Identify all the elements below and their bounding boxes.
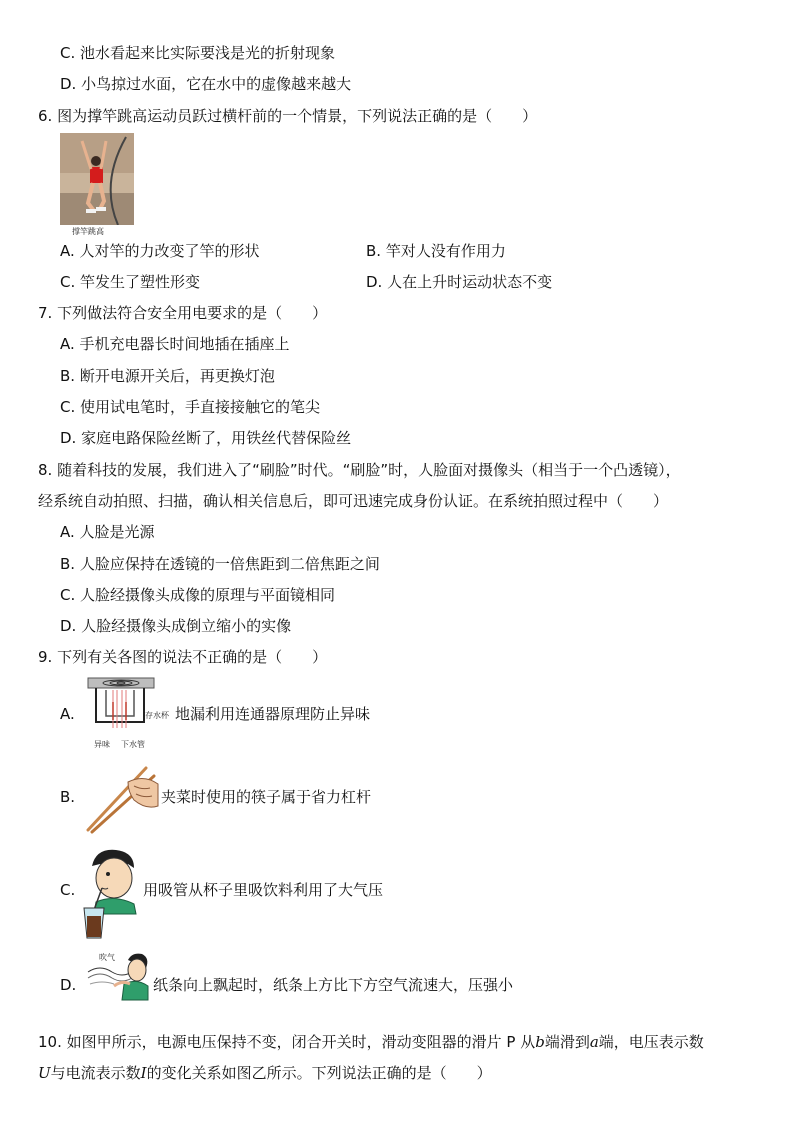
pole-vault-photo	[60, 133, 134, 225]
q5-option-c: C. 池水看起来比实际要浅是光的折射现象	[60, 44, 336, 62]
q10-text-part2: 端滑到	[544, 1033, 590, 1051]
q7-option-b: B. 断开电源开关后，再更换灯泡	[60, 367, 275, 385]
q10-stem-line1	[38, 1032, 704, 1052]
q7-option-d: D. 家庭电路保险丝断了，用铁丝代替保险丝	[60, 429, 352, 447]
floor-drain-label-pipe: 下水管	[121, 740, 145, 749]
q6-option-d: D. 人在上升时运动状态不变	[366, 273, 553, 291]
q6-option-b: B. 竿对人没有作用力	[366, 242, 506, 260]
q9-d-letter: D.	[60, 976, 77, 994]
chopsticks-figure	[84, 764, 160, 834]
floor-drain-label-smell: 异味	[94, 740, 110, 749]
var-a: a	[589, 1033, 599, 1051]
q9-c-letter: C.	[60, 881, 76, 899]
floor-drain-label-cup: 存水杯	[145, 711, 169, 720]
var-b: b	[535, 1033, 545, 1051]
q9-c-text: 用吸管从杯子里吸饮料利用了大气压	[143, 881, 384, 899]
var-i: I	[140, 1064, 147, 1082]
floor-drain-figure	[86, 676, 156, 732]
var-u: U	[38, 1064, 51, 1082]
q9-a-text: 地漏利用连通器原理防止异味	[175, 705, 371, 723]
q7-stem: 7. 下列做法符合安全用电要求的是（ ）	[38, 304, 328, 322]
blowing-paper-figure	[84, 950, 150, 1002]
q10-text-part1: 10. 如图甲所示，电源电压保持不变，闭合开关时，滑动变阻器的滑片 P 从	[38, 1033, 536, 1051]
q6-stem: 6. 图为撑竿跳高运动员跃过横杆前的一个情景，下列说法正确的是（ ）	[38, 107, 538, 125]
q8-option-b: B. 人脸应保持在透镜的一倍焦距到二倍焦距之间	[60, 555, 380, 573]
q7-option-c: C. 使用试电笔时，手直接接触它的笔尖	[60, 398, 321, 416]
q9-stem: 9. 下列有关各图的说法不正确的是（ ）	[38, 648, 328, 666]
q8-option-a: A. 人脸是光源	[60, 523, 155, 541]
blowing-label: 吹气	[99, 953, 115, 962]
q8-option-d: D. 人脸经摄像头成倒立缩小的实像	[60, 617, 292, 635]
q6-option-a: A. 人对竿的力改变了竿的形状	[60, 242, 260, 260]
q10-stem-line2	[38, 1063, 492, 1083]
q10-text-part5: 的变化关系如图乙所示。下列说法正确的是（ ）	[146, 1064, 492, 1082]
q9-b-text: 夹菜时使用的筷子属于省力杠杆	[161, 788, 372, 806]
q10-text-part3: 端，电压表示数	[598, 1033, 704, 1051]
q10-text-part4: 与电流表示数	[50, 1064, 141, 1082]
q9-d-text: 纸条向上飘起时，纸条上方比下方空气流速大，压强小	[153, 976, 514, 994]
q5-option-d: D. 小鸟掠过水面，它在水中的虚像越来越大	[60, 75, 352, 93]
q8-option-c: C. 人脸经摄像头成像的原理与平面镜相同	[60, 586, 336, 604]
pole-vault-caption: 撑竿跳高	[72, 227, 104, 236]
q6-option-c: C. 竿发生了塑性形变	[60, 273, 201, 291]
q8-stem-line1: 8. 随着科技的发展，我们进入了“刷脸”时代。“刷脸”时，人脸面对摄像头（相当于一个凸透镜），	[38, 461, 681, 479]
q7-option-a: A. 手机充电器长时间地插在插座上	[60, 335, 290, 353]
q8-stem-line2: 经系统自动拍照、扫描，确认相关信息后，即可迅速完成身份认证。在系统拍照过程中（ ）	[38, 492, 669, 510]
q9-a-letter: A.	[60, 705, 75, 723]
straw-drinking-figure	[78, 844, 142, 940]
q9-b-letter: B.	[60, 788, 76, 806]
